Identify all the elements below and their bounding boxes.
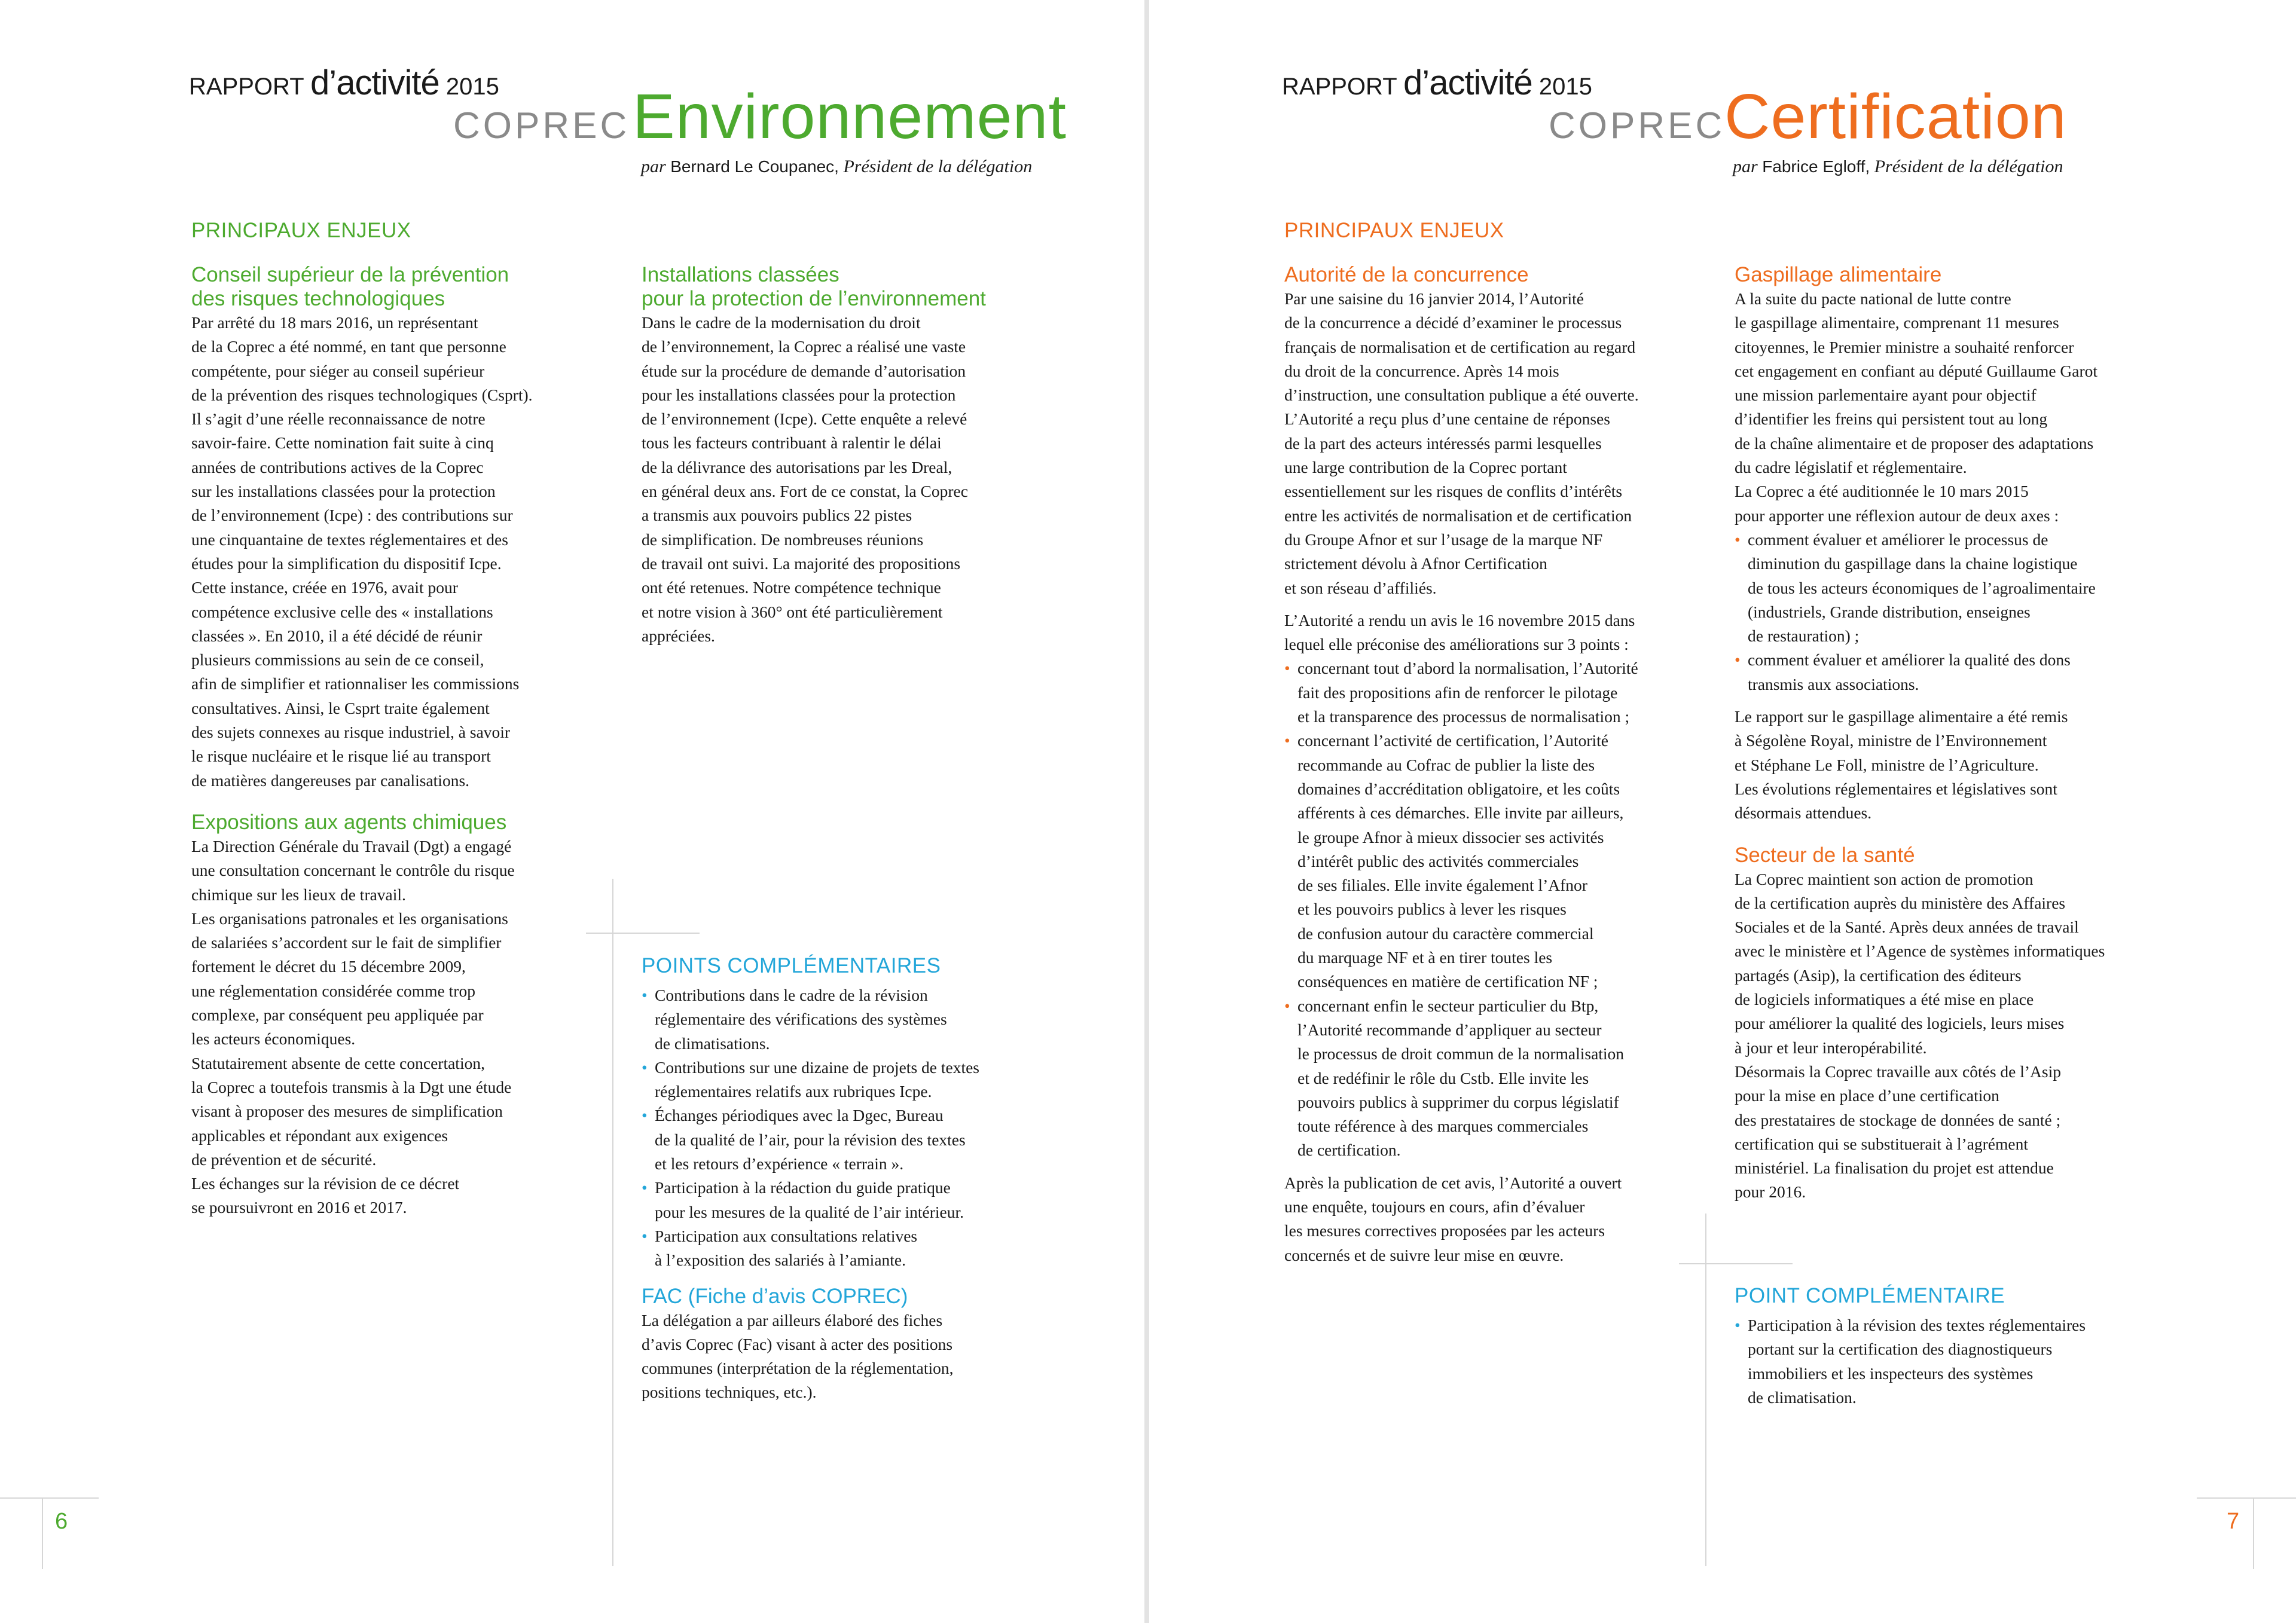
text-line: classées ». En 2010, il a été décidé de réunir [191,626,483,645]
list-item [1735,1313,2213,1410]
text-line: le risque nucléaire et le risque lié au transport [191,747,491,766]
text-line: immobiliers et les inspecteurs des systèmes [1748,1364,2034,1383]
text-line: comment évaluer et améliorer le processus de [1748,530,2048,549]
gaspillage-list [1735,528,2213,696]
text-line: de l’environnement (Icpe) : des contributions sur [191,506,513,525]
text-line: et son réseau d’affiliés. [1284,578,1437,597]
text-line: de la délivrance des autorisations par les Dreal, [642,457,952,476]
text-line: Il s’agit d’une réelle reconnaissance de notre [191,409,486,429]
bullet-icon: • [642,1226,648,1245]
text-line: afférents à ces démarches. Elle invite par ailleurs, [1297,803,1624,823]
bullet-icon: • [642,1106,648,1125]
text-line: savoir-faire. Cette nomination fait suite à cinq [191,433,494,453]
page-title: Environnement [633,81,1067,152]
corner-rule [42,1497,43,1569]
text-line: concernant l’activité de certification, l’Autorité [1297,731,1608,750]
text-line: de logiciels informatiques a été mise en place [1735,990,2034,1009]
text-line: Les évolutions réglementaires et législatives sont [1735,779,2057,798]
text-line: pour les mesures de la qualité de l’air intérieur. [655,1202,964,1221]
text-line: La Coprec a été auditionnée le 10 mars 2015 [1735,482,2029,501]
gaspillage-intro [1735,287,2213,528]
text-line: positions techniques, etc.). [642,1383,817,1402]
text-line: comment évaluer et améliorer la qualité des dons [1748,650,2071,670]
fac-title: FAC (Fiche d’avis COPREC) [642,1284,908,1308]
column-2 [642,263,1096,648]
text-line: Dans le cadre de la modernisation du droit [642,313,921,332]
section-title: PRINCIPAUX ENJEUX [1284,219,1504,242]
text-line: La Coprec maintient son action de promotion [1735,869,2034,888]
text-line: de la chaîne alimentaire et de proposer des adaptations [1735,433,2094,453]
bullet-icon: • [642,1057,648,1077]
sante-text [1735,867,2213,1205]
cross-rule [586,933,700,934]
list-item [1735,528,2213,648]
text-line: l’Autorité recommande d’appliquer au secteur [1297,1020,1602,1039]
text-line: à Ségolène Royal, ministre de l’Environnement [1735,731,2047,750]
point-title: POINT COMPLÉMENTAIRE [1735,1284,2005,1307]
text-line: portant sur la certification des diagnostiqueurs [1748,1340,2053,1359]
text-line: citoyennes, le Premier ministre a souhaité renforcer [1735,337,2074,356]
autorite-outro [1284,1171,1727,1267]
text-line: fait des propositions afin de renforcer le pilotage [1297,683,1618,702]
text-line: d’instruction, une consultation publique a été ouverte. [1284,386,1639,405]
subsection-title: Autorité de la concurrence [1284,263,1529,286]
text-line: de l’environnement (Icpe). Cette enquête a relevé [642,409,967,429]
text-line: d’avis Coprec (Fac) visant à acter des positions [642,1334,953,1353]
title-line: pour la protection de l’environnement [642,287,986,310]
text-line: de salariées s’accordent sur le fait de simplifier [191,933,502,952]
text-line: compétente, pour siéger au conseil supérieur [191,361,485,380]
text-line: concernés et de suivre leur mise en œuvre. [1284,1245,1564,1264]
list-item [642,983,1108,1056]
column-1 [1284,263,1727,1267]
text-line: le processus de droit commun de la normalisation [1297,1044,1625,1063]
text-line: La délégation a par ailleurs élaboré des fiches [642,1310,943,1329]
column-2 [1735,263,2213,1205]
text-line: ministériel. La finalisation du projet est attendue [1735,1159,2054,1178]
text-line: pour les installations classées pour la protection [642,385,956,404]
bullet-icon: • [1735,1316,1741,1334]
text-line: et les retours d’expérience « terrain ». [655,1154,904,1173]
text-line: de matières dangereuses par canalisations. [191,771,470,790]
subsection-title [642,263,1096,311]
text-line: L’Autorité a reçu plus d’une centaine de réponses [1284,409,1610,429]
text-line: de prévention et de sécurité. [191,1150,377,1169]
text-line: et notre vision à 360° ont été particulièrement [642,602,943,621]
text-line: partagés (Asip), la certification des éditeurs [1735,965,2022,985]
text-line: d’identifier les freins qui persistent tout au long [1735,409,2048,429]
text-line: Cette instance, créée en 1976, avait pour [191,578,458,597]
text-line: La Direction Générale du Travail (Dgt) a engagé [191,836,512,855]
text-line: de la concurrence a décidé d’examiner le processus [1284,313,1622,332]
expositions-text [191,835,622,1220]
text-line: réglementaire des vérifications des systèmes [655,1010,947,1029]
byline-par: par [1733,157,1758,176]
text-line: sur les installations classées pour la protection [191,482,496,501]
text-line: français de normalisation et de certification au regard [1284,337,1636,356]
text-line: Participation aux consultations relatives [655,1226,918,1245]
text-line: domaines d’accréditation obligatoire, et les coûts [1297,779,1620,798]
right-page [1149,0,2296,1623]
text-line: Statutairement absente de cette concertation, [191,1053,485,1072]
bullet-icon: • [1284,996,1290,1015]
points-list [642,983,1108,1273]
text-line: communes (interprétation de la réglementation, [642,1359,954,1378]
text-line: années de contributions actives de la Coprec [191,457,484,476]
text-line: désormais attendues. [1735,803,1872,823]
left-page [0,0,1144,1623]
activite-label: d’activité [310,63,439,102]
report-header-left [189,63,499,102]
points-title: POINTS COMPLÉMENTAIRES [642,954,941,977]
text-line: Participation à la rédaction du guide pratique [655,1178,951,1197]
text-line: une enquête, toujours en cours, afin d’évaluer [1284,1197,1585,1216]
text-line: afin de simplifier et rationnaliser les commissions [191,674,520,693]
text-line: de simplification. De nombreuses réunions [642,530,924,549]
coprec-label: COPREC [1549,105,1726,146]
page-title: Certification [1724,81,2067,152]
text-line: les acteurs économiques. [191,1029,356,1049]
text-line: une mission parlementaire ayant pour objectif [1735,386,2037,405]
list-item [1284,729,1727,994]
page-number: 7 [2227,1509,2240,1534]
byline [1733,157,2063,177]
text-line: du cadre législatif et réglementaire. [1735,458,1967,477]
bullet-icon: • [1735,530,1741,549]
text-line: réglementaires relatifs aux rubriques Icpe. [655,1082,932,1101]
text-line: une large contribution de la Coprec portant [1284,458,1567,477]
text-line: les mesures correctives proposées par les acteurs [1284,1221,1605,1240]
point-block [1735,1285,2213,1410]
byline-name: Bernard Le Coupanec, [670,157,839,176]
rapport-label: RAPPORT [1282,74,1397,100]
points-block [642,955,1108,1405]
text-line: concernant enfin le secteur particulier du Btp, [1297,996,1599,1015]
fac-text [642,1309,1108,1405]
text-line: cet engagement en confiant au député Guillaume Garot [1735,361,2098,380]
text-line: strictement dévolu à Afnor Certification [1284,554,1547,573]
title-line: Conseil supérieur de la prévention [191,263,509,286]
coprec-label: COPREC [453,105,630,146]
list-item [1284,994,1727,1163]
bullet-icon: • [1284,659,1290,678]
text-line: de tous les acteurs économiques de l’agroalimentaire [1748,578,2096,597]
text-line: une réglementation considérée comme trop [191,981,475,1000]
text-line: entre les activités de normalisation et de certification [1284,506,1632,525]
text-line: toute référence à des marques commerciales [1297,1117,1589,1136]
text-line: et la transparence des processus de normalisation ; [1297,707,1630,726]
text-line: Par arrêté du 18 mars 2016, un représentant [191,313,478,332]
list-item [642,1224,1108,1273]
byline [641,157,1032,177]
column-rule [612,879,613,1566]
rapport-label: RAPPORT [189,74,304,100]
list-item [642,1056,1108,1104]
text-line: des sujets connexes au risque industriel, à savoir [191,723,511,742]
text-line: se poursuivront en 2016 et 2017. [191,1198,407,1217]
text-line: pour améliorer la qualité des logiciels, leurs mises [1735,1014,2065,1033]
text-line: à jour et leur interopérabilité. [1735,1038,1927,1057]
text-line: appréciées. [642,626,715,645]
list-item [1735,648,2213,696]
text-line: la Coprec a toutefois transmis à la Dgt une étude [191,1077,512,1096]
report-header-right [1282,63,1592,102]
text-line: Sociales et de la Santé. Après deux années de travail [1735,918,2079,937]
bullet-icon: • [642,1178,648,1197]
text-line: lequel elle préconise des améliorations sur 3 points : [1284,635,1629,654]
byline-role: Président de la délégation [843,157,1033,176]
text-line: pouvoirs publics à supprimer du corpus législatif [1297,1092,1619,1111]
text-line: du marquage NF et à en tirer toutes les [1297,948,1553,967]
text-line: complexe, par conséquent peu appliquée par [191,1005,484,1025]
title-line: des risques technologiques [191,287,445,310]
year-label: 2015 [445,74,499,100]
text-line: visant à proposer des mesures de simplification [191,1102,503,1121]
column-1 [191,263,622,1220]
installations-text [642,311,1096,648]
text-line: des prestataires de stockage de données de santé ; [1735,1110,2061,1129]
text-line: de la prévention des risques technologiques (Csprt). [191,385,533,404]
text-line: en général deux ans. Fort de ce constat, la Coprec [642,482,968,501]
list-item [642,1104,1108,1176]
text-line: le groupe Afnor à mieux dissocier ses activités [1297,827,1604,846]
text-line: du droit de la concurrence. Après 14 mois [1284,361,1559,380]
text-line: Participation à la révision des textes réglementaires [1748,1316,2086,1334]
text-line: pour apporter une réflexion autour de deux axes : [1735,506,2059,525]
text-line: Désormais la Coprec travaille aux côtés de l’Asip [1735,1062,2061,1081]
corner-rule [0,1497,99,1499]
text-line: étude sur la procédure de demande d’autorisation [642,361,966,380]
autorite-list [1284,656,1727,1162]
list-item [642,1176,1108,1224]
gaspillage-outro [1735,705,2213,825]
corner-rule [2197,1497,2296,1499]
text-line: Contributions sur une dizaine de projets de textes [655,1057,980,1077]
text-line: Par une saisine du 16 janvier 2014, l’Autorité [1284,289,1584,308]
text-line: consultatives. Ainsi, le Csprt traite également [191,698,490,717]
text-line: diminution du gaspillage dans la chaine logistique [1748,554,2078,573]
text-line: une consultation concernant le contrôle du risque [191,861,515,880]
text-line: de certification. [1297,1141,1401,1160]
text-line: de la qualité de l’air, pour la révision des textes [655,1130,966,1149]
text-line: de la Coprec a été nommé, en tant que personne [191,337,506,356]
subsection-title: Expositions aux agents chimiques [191,810,507,834]
text-line: L’Autorité a rendu un avis le 16 novembre 2015 dans [1284,610,1635,629]
conseil-text [191,311,622,793]
cross-rule [1679,1263,1793,1264]
text-line: a transmis aux pouvoirs publics 22 pistes [642,506,912,525]
text-line: de climatisations. [655,1034,770,1053]
text-line: une cinquantaine de textes réglementaires et des [191,530,508,549]
text-line: le gaspillage alimentaire, comprenant 11 mesures [1735,313,2059,332]
text-line: à l’exposition des salariés à l’amiante. [655,1251,906,1270]
section-title: PRINCIPAUX ENJEUX [191,219,411,242]
bullet-icon: • [1284,731,1290,750]
text-line: de restauration) ; [1748,626,1860,646]
text-line: recommande au Cofrac de publier la liste des [1297,755,1595,774]
subsection-title [191,263,622,311]
text-line: avec le ministère et l’Agence de systèmes informatiques [1735,942,2105,961]
text-line: fortement le décret du 15 décembre 2009, [191,957,466,976]
text-line: de climatisation. [1748,1387,1857,1407]
byline-role: Président de la délégation [1874,157,2063,176]
autorite-intro [1284,287,1727,600]
subsection-title: Secteur de la santé [1735,843,1915,867]
byline-par: par [641,157,666,176]
year-label: 2015 [1538,74,1592,100]
text-line: de la part des acteurs intéressés parmi lesquelles [1284,433,1602,453]
text-line: chimique sur les lieux de travail. [191,885,406,904]
text-line: transmis aux associations. [1748,674,1919,693]
page-number: 6 [55,1509,68,1534]
point-list [1735,1313,2213,1410]
text-line: du Groupe Afnor et sur l’usage de la marque NF [1284,530,1603,549]
text-line: compétence exclusive celle des « installations [191,602,493,621]
text-line: de confusion autour du caractère commercial [1297,924,1594,943]
text-line: et Stéphane Le Foll, ministre de l’Agriculture. [1735,755,2039,774]
text-line: plusieurs commissions au sein de ce conseil, [191,650,484,670]
corner-rule [2253,1497,2254,1569]
text-line: ont été retenues. Notre compétence technique [642,578,941,597]
list-item [1284,656,1727,729]
text-line: essentiellement sur les risques de conflits d’intérêts [1284,482,1623,501]
text-line: Les échanges sur la révision de ce décret [191,1174,460,1193]
text-line: de travail ont suivi. La majorité des propositions [642,554,961,573]
text-line: Après la publication de cet avis, l’Autorité a ouvert [1284,1173,1622,1192]
text-line: et les pouvoirs publics à lever les risques [1297,900,1567,919]
text-line: Les organisations patronales et les organisations [191,909,508,928]
subsection-title: Gaspillage alimentaire [1735,263,1942,286]
text-line: pour 2016. [1735,1182,1806,1202]
text-line: études pour la simplification du dispositif Icpe. [191,554,502,573]
text-line: de ses filiales. Elle invite également l’Afnor [1297,876,1587,895]
text-line: Échanges périodiques avec la Dgec, Bureau [655,1106,944,1125]
text-line: tous les facteurs contribuant à ralentir le délai [642,433,942,453]
byline-name: Fabrice Egloff, [1762,157,1870,176]
text-line: de l’environnement, la Coprec a réalisé une vaste [642,337,966,356]
column-rule [1705,1214,1706,1566]
text-line: conséquences en matière de certification NF ; [1297,972,1598,991]
text-line: A la suite du pacte national de lutte contre [1735,289,2011,308]
activite-label: d’activité [1403,63,1532,102]
text-line: de la certification auprès du ministère des Affaires [1735,893,2066,912]
text-line: et de redéfinir le rôle du Cstb. Elle invite les [1297,1068,1589,1087]
text-line: Le rapport sur le gaspillage alimentaire a été remis [1735,707,2068,726]
text-line: pour la mise en place d’une certification [1735,1086,1999,1105]
text-line: Contributions dans le cadre de la révision [655,986,928,1004]
bullet-icon: • [1735,650,1741,670]
autorite-avis [1284,609,1727,657]
text-line: concernant tout d’abord la normalisation, l’Autorité [1297,659,1638,678]
bullet-icon: • [642,986,648,1004]
text-line: certification qui se substituerait à l’agrément [1735,1134,2028,1153]
title-line: Installations classées [642,263,839,286]
page-gutter [1144,0,1149,1623]
text-line: d’intérêt public des activités commerciales [1297,851,1579,870]
text-line: applicables et répondant aux exigences [191,1126,448,1145]
text-line: (industriels, Grande distribution, enseignes [1748,602,2031,621]
